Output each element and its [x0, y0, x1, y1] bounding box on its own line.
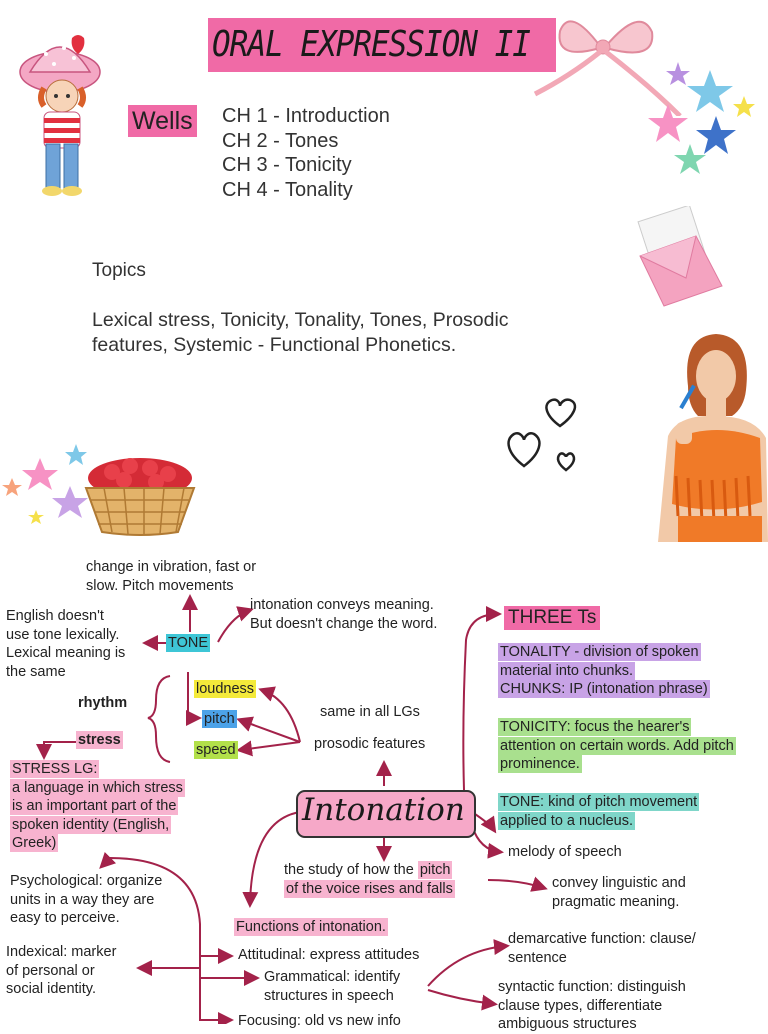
chapter-item: CH 2 - Tones [222, 129, 339, 152]
tonicity-note [498, 718, 736, 774]
tone-label: TONE [168, 635, 209, 651]
psychological-note [10, 872, 162, 928]
tonality-line: CHUNKS: IP (intonation phrase) [500, 681, 708, 697]
prosodic-features: prosodic features [314, 736, 426, 752]
tone-definition-note [498, 793, 699, 830]
tonicity-line: TONICITY: focus the hearer's [500, 719, 690, 735]
grammatical-line: Grammatical: identify [264, 969, 401, 985]
psychological-line: units in a way they are [10, 891, 155, 908]
vibration-line: slow. Pitch movements [86, 577, 234, 594]
stress-lg-line: a language in which stress [12, 779, 183, 796]
english-tone-line: Lexical meaning is [6, 645, 126, 661]
topics-line: features, Systemic - Functional Phonetics. [92, 334, 457, 356]
stress-lg-line: is an important part of the [12, 798, 177, 814]
english-tone-note [6, 607, 125, 681]
syntactic-note [498, 978, 686, 1034]
stress-lg-line: Greek) [12, 835, 57, 851]
stress-lg-line: spoken identity (English, [12, 816, 170, 833]
chapter-item: CH 4 - Tonality [222, 178, 353, 201]
stress-node [76, 731, 123, 750]
tonality-line: TONALITY - division of spoken [500, 644, 699, 660]
page-title: ORAL EXPRESSION II [212, 24, 530, 66]
wells-label: Wells [128, 105, 197, 137]
tone-def-line: applied to a nucleus. [500, 812, 634, 829]
tonicity-line: attention on certain words. Add pitch [500, 737, 734, 754]
conveys-line: But doesn't change the word. [250, 615, 438, 632]
english-tone-line: English doesn't [6, 608, 104, 624]
pitch-label: pitch [204, 711, 235, 727]
grammatical-note [264, 968, 400, 1005]
loudness-label: loudness [196, 681, 255, 697]
tone-def-line: TONE: kind of pitch movement [500, 794, 698, 810]
indexical-note [6, 943, 116, 999]
functions-node [234, 918, 388, 937]
indexical-line: Indexical: marker [6, 944, 117, 960]
same-all-note: same in all LGs [320, 704, 420, 720]
three-ts-heading: THREE Ts [504, 606, 600, 630]
psychological-line: easy to perceive. [10, 910, 120, 926]
vibration-note [86, 558, 256, 595]
stress-label: stress [78, 732, 121, 748]
demarcative-note [508, 930, 696, 967]
convey-line: pragmatic meaning. [552, 893, 680, 910]
functions-label: Functions of intonation. [236, 919, 386, 935]
study-pitch: pitch [419, 862, 451, 878]
grammatical-line: structures in speech [264, 987, 394, 1004]
study-note [284, 861, 455, 898]
topics-line: Lexical stress, Tonicity, Tonality, Tones, Prosodic [92, 309, 509, 331]
psychological-line: Psychological: organize [10, 873, 163, 889]
speed-label: speed [196, 742, 236, 758]
vibration-line: change in vibration, fast or [86, 559, 257, 575]
rhythm-label: rhythm [78, 695, 128, 711]
stress-lg-line: STRESS LG: [12, 761, 98, 777]
study-text-highlight: of the voice rises and falls [286, 880, 453, 897]
pitch-node [202, 710, 237, 729]
indexical-line: social identity. [6, 981, 96, 997]
focusing-note: Focusing: old vs new info [238, 1013, 401, 1029]
conveys-line: intonation conveys meaning. [250, 597, 434, 613]
tonality-line: material into chunks. [500, 662, 633, 679]
melody-note: melody of speech [508, 844, 622, 860]
english-tone-line: use tone lexically. [6, 626, 120, 643]
syntactic-line: syntactic function: distinguish [498, 979, 686, 995]
study-text: the study of how the [284, 862, 418, 878]
topics-heading: Topics [92, 260, 146, 281]
tonality-note [498, 643, 710, 699]
english-tone-line: the same [6, 663, 66, 680]
intonation-center-label: Intonation [302, 792, 465, 828]
indexical-line: of personal or [6, 962, 95, 979]
speed-node [194, 741, 238, 760]
convey-line: convey linguistic and [552, 875, 686, 891]
attitudinal-note: Attitudinal: express attitudes [238, 947, 420, 963]
stress-lg-note [10, 760, 185, 853]
syntactic-line: ambiguous structures [498, 1016, 637, 1032]
tonicity-line: prominence. [500, 756, 580, 772]
tone-node [166, 634, 210, 653]
chapter-item: CH 3 - Tonicity [222, 154, 352, 176]
demarcative-line: demarcative function: clause/ [508, 931, 696, 947]
chapter-item: CH 1 - Introduction [222, 105, 390, 127]
loudness-node [194, 680, 256, 699]
syntactic-line: clause types, differentiate [498, 997, 663, 1014]
demarcative-line: sentence [508, 949, 567, 966]
conveys-note [250, 596, 437, 633]
convey-note [552, 874, 686, 911]
